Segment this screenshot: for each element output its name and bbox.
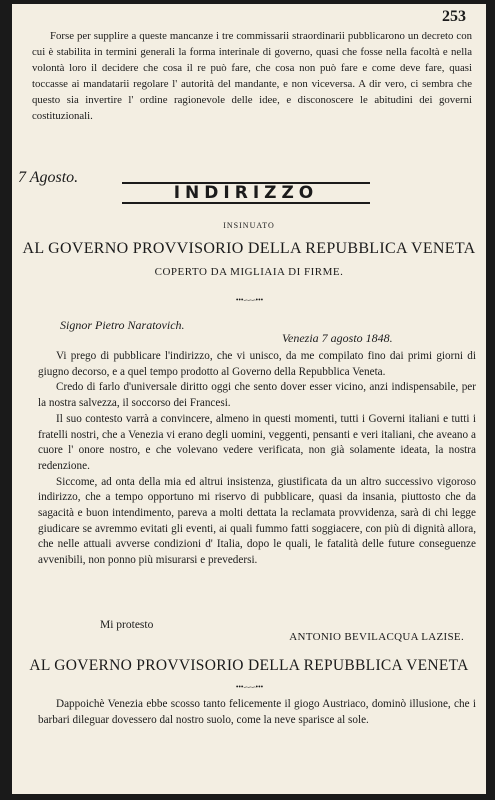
document-page xyxy=(12,4,486,794)
signer-name: ANTONIO BEVILACQUA LAZISE. xyxy=(289,631,464,643)
letter-paragraph: Vi prego di pubblicare l'indirizzo, che vi unisco, da me compilato fino dai primi giorni di giugno decorso, e a quel tempo prodotto al Governo della Repubblica Veneta. xyxy=(38,350,476,378)
insinuato-label: INSINUATO xyxy=(223,221,275,230)
coperto-subtitle: COPERTO DA MIGLIAIA DI FIRME. xyxy=(154,266,344,278)
page-number: 253 xyxy=(442,8,466,25)
letter-paragraph: Credo di farlo d'universale diritto oggi che sento dover esser vicino, anzi indispensabile, per la nostra salvezza, il soccorso dei Francesi. xyxy=(38,381,476,410)
address-title: AL GOVERNO PROVVISORIO DELLA REPUBBLICA VENETA xyxy=(22,240,476,257)
date-label: 7 Agosto. xyxy=(18,169,79,186)
closing-phrase: Mi protesto xyxy=(100,619,154,631)
ornament-divider-icon: •••∽∽∽••• xyxy=(235,684,263,691)
letter-paragraph: Il suo contesto varrà a convincere, almeno in questi momenti, tutti i Governi italiani e tutti i fratelli nostri, che a Venezia vi erano degli uomini, veggenti, pensanti e veri italiani, che aveano a cuore l' onore nostro, e che volevano vedere verificata, non già solamente ideata, la nostra redenzione. xyxy=(38,412,476,472)
intro-paragraph: Forse per supplire a queste mancanze i tre commissarii straordinarii pubblicarono un decreto con cui è stabilita in termini generali la forma interinale di governo, quasi che fosse nella facoltà e nella volontà loro il decidere che cosa il re può fare, che cosa non può fare e come deve fare, quasi toccasse ai mandatarii regolare l' autorità del mandante, e non viceversa. A dir vero, ci sembra che questo sia invertire l' ordine ragionevole delle idee, e disconoscere le abitudini dei governi costituzionali. xyxy=(32,30,472,122)
headline-title: INDIRIZZO xyxy=(122,182,370,204)
letter-body xyxy=(38,349,476,569)
second-title: AL GOVERNO PROVVISORIO DELLA REPUBBLICA VENETA xyxy=(29,657,469,674)
salutation: Signor Pietro Naratovich. xyxy=(60,318,185,332)
ornament-divider-icon: •••∽∽∽••• xyxy=(235,297,263,304)
letter-paragraph: Siccome, ad onta della mia ed altrui insistenza, giustificata da un altro successivo vigoroso indirizzo, che a tempo opportuno mi riservo di pubblicare, quasi da insania, piuttosto che da sagacità e buon intendimento, pareva a molti dettata la reclamata provvidenza, sarà di chi legge giudicare se avremmo evitati gli eventi, ai quali fummo fatti soggiacere, con più di dignità allora, che nelle attuali avverse condizioni d' Italia, dopo le quali, le fatalità delle future conseguenze avvenibili, non ponno più misurarsi e prevedersi. xyxy=(38,475,476,567)
place-date: Venezia 7 agosto 1848. xyxy=(282,331,393,345)
final-paragraph: Dappoichè Venezia ebbe scosso tanto felicemente il giogo Austriaco, dominò illusione, che i barbari dileguar dovessero dal nostro suolo, come la neve sparisce al sole. xyxy=(38,698,476,726)
